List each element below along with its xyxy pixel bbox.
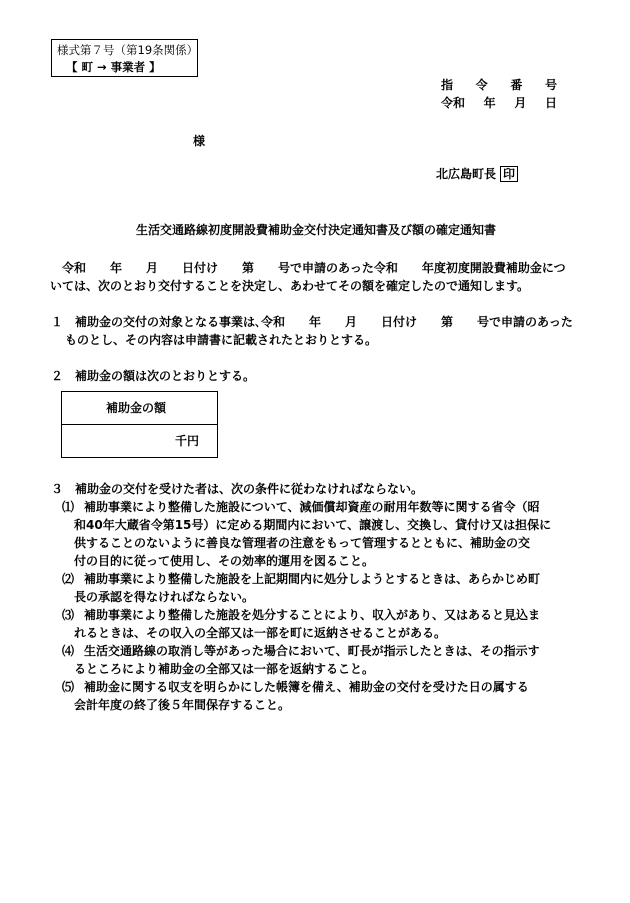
item-3: ３ 補助金の交付を受けた者は、次の条件に従わなければならない。: [51, 482, 424, 496]
condition-text: 生活交通路線の取消し等があった場合において、町長が指示したときは、その指示す: [84, 644, 540, 658]
condition-text: れるときは、その収入の全部又は一部を町に返納させることがある。: [74, 626, 447, 640]
intro-line: 令和 年 月 日付け 第 号で申請のあった令和 年度初度開設費補助金につ: [62, 261, 566, 275]
item-1-line: １ 補助金の交付の対象となる事業は､令和 年 月 日付け 第 号で申請のあった: [51, 315, 573, 329]
condition-4: [62, 642, 592, 678]
intro-line: いては、次のとおり交付することを決定し、あわせてその額を確定したので通知します。: [50, 279, 530, 293]
condition-text: 和40年大蔵省令第15号）に定める期間内において、譲渡し、交換し、貸付け又は担保に: [74, 518, 552, 532]
condition-text: 供することのないように善良な管理者の注意をもって管理するとともに、補助金の交: [74, 536, 531, 550]
directive-char: 指: [441, 78, 454, 92]
condition-text: 補助金に関する収支を明らかにした帳簿を備え、補助金の交付を受けた日の属する: [84, 680, 529, 694]
amount-unit: 千円: [174, 434, 199, 448]
condition-number: ⑸: [62, 680, 75, 694]
issuer-name: 北広島町長: [436, 167, 497, 181]
condition-3: [62, 606, 592, 642]
condition-2: [62, 570, 592, 606]
condition-1: [62, 498, 592, 570]
condition-number: ⑵: [62, 572, 75, 586]
addressee-suffix: 様: [193, 134, 206, 148]
form-number-box: [51, 39, 198, 77]
condition-text: 付の目的に従って使用し、その効率的運用を図ること。: [74, 554, 375, 568]
document-title: 生活交通路線初度開設費補助金交付決定通知書及び額の確定通知書: [136, 223, 497, 237]
date-char: 月: [514, 96, 527, 110]
condition-number: ⑴: [62, 500, 75, 514]
amount-label: 補助金の額: [106, 401, 167, 415]
condition-text: るところにより補助金の全部又は一部を返納すること。: [74, 662, 375, 676]
form-number: 様式第７号（第19条関係）: [57, 43, 199, 57]
item-1: [51, 313, 611, 349]
condition-5: [62, 678, 592, 714]
date-char: 令和: [441, 96, 466, 110]
condition-text: 補助事業により整備した施設について、減価償却資産の耐用年数等に関する省令（昭: [84, 500, 540, 514]
date-char: 年: [483, 96, 496, 110]
condition-text: 会計年度の終了後５年間保存すること。: [74, 698, 291, 712]
amount-table: [61, 391, 218, 458]
item-1-line: ものとし、その内容は申請書に記載されたとおりとする。: [65, 333, 378, 347]
condition-text: 補助事業により整備した施設を上記期間内に処分しようとするときは、あらかじめ町: [84, 572, 541, 586]
directive-char: 号: [544, 78, 557, 92]
date-line: [441, 96, 557, 110]
directive-number-line: [441, 78, 557, 92]
condition-text: 長の承認を得なければならない。: [74, 590, 255, 604]
seal-mark: 印: [500, 166, 518, 182]
item-2: ２ 補助金の額は次のとおりとする。: [51, 369, 256, 383]
directive-char: 令: [475, 78, 488, 92]
issuer: [436, 167, 518, 181]
condition-number: ⑷: [62, 644, 75, 658]
date-char: 日: [544, 96, 557, 110]
condition-number: ⑶: [62, 608, 75, 622]
form-direction: 【 町 → 事業者 】: [66, 60, 161, 74]
amount-table-header: [62, 392, 217, 425]
intro-paragraph: [50, 259, 610, 295]
directive-char: 番: [510, 78, 523, 92]
condition-text: 補助事業により整備した施設を処分することにより、収入があり、又はあると見込ま: [84, 608, 541, 622]
